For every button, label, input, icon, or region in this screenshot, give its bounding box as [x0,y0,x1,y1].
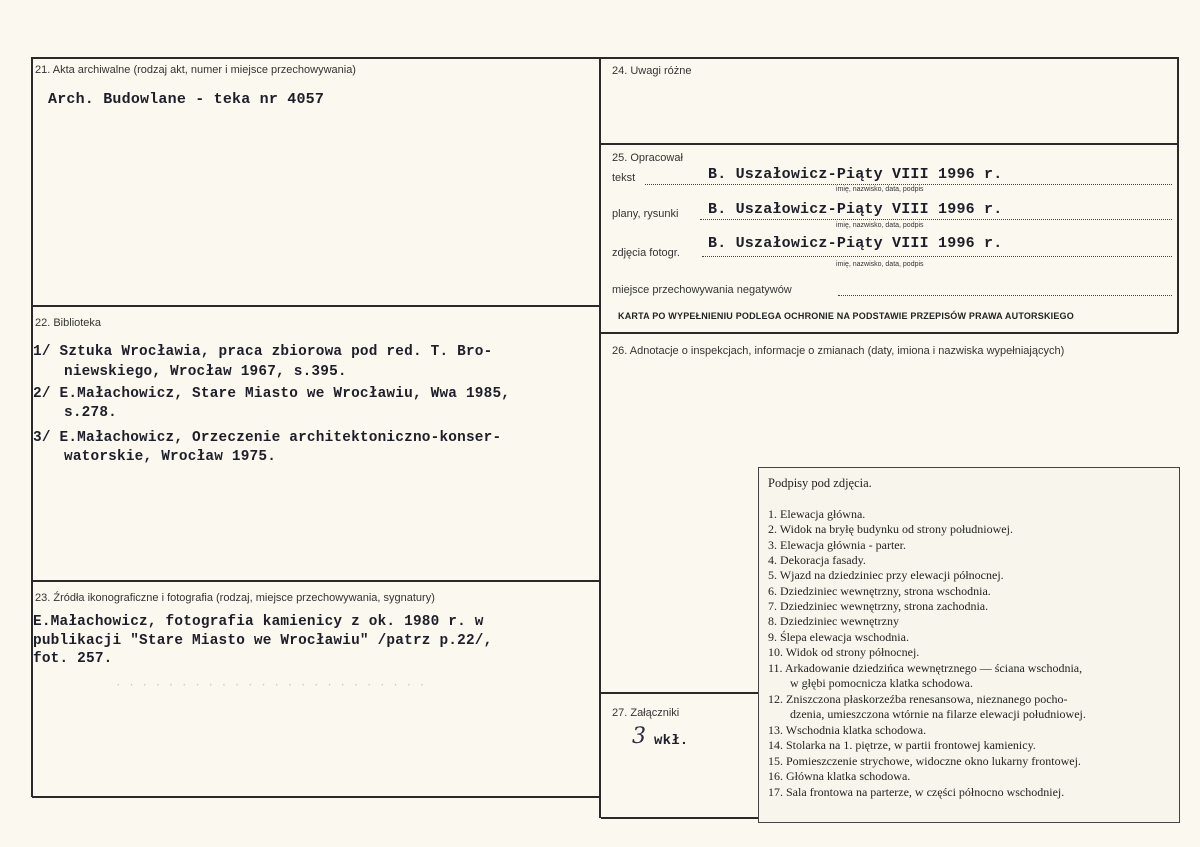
divider-24-25 [601,143,1178,145]
section-25-plans-value: B. Uszałowicz-Piąty VIII 1996 r. [708,201,1003,218]
photo-captions-box [758,467,1180,823]
caption-item: 17. Sala frontowa na parterze, w części północno wschodniej. [768,785,1065,799]
section-26-label: 26. Adnotacje o inspekcjach, informacje o zmianach (daty, imiona i nazwiska wypełniających) [612,345,1065,357]
section-25-photos-hint: imię, nazwisko, data, podpis [836,261,924,268]
section-22-line-1: 1/ Sztuka Wrocławia, praca zbiorowa pod red. T. Bro- [33,344,493,360]
caption-item: 2. Widok na bryłę budynku od strony południowej. [768,522,1013,536]
section-25-label: 25. Opracował [612,152,683,164]
caption-item: w głębi pomocnicza klatka schodowa. [790,676,973,690]
caption-item: dzenia, umieszczona wtórnie na filarze elewacji południowej. [790,707,1086,721]
section-23-line-2: publikacji "Stare Miasto we Wrocławiu" /patrz p.22/, [33,633,493,649]
caption-item: 9. Ślepa elewacja wschodnia. [768,630,909,644]
bottom-border-left [32,796,600,798]
photo-captions-title: Podpisy pod zdjęcia. [768,476,872,490]
bleed-through-text: · · · · · · · · · · · · · · · · · · · · · · · · [115,680,426,692]
section-25-text-line [645,184,1172,185]
caption-item: 5. Wjazd na dziedziniec przy elewacji północnej. [768,568,1004,582]
left-border [31,57,33,797]
section-22-line-3: 2/ E.Małachowicz, Stare Miasto we Wrocławiu, Wwa 1985, [33,386,511,402]
section-25-plans-label: plany, rysunki [612,208,679,220]
caption-item: 12. Zniszczona płaskorzeźba renesansowa, nieznanego pocho- [768,692,1068,706]
section-22-line-6: watorskie, Wrocław 1975. [64,449,277,465]
section-27-handwritten-number: 3 [632,724,646,749]
section-23-label: 23. Źródła ikonograficzne i fotografia (rodzaj, miejsce przechowywania, sygnatury) [35,592,435,604]
section-22-label: 22. Biblioteka [35,317,102,329]
section-25-photos-label: zdjęcia fotogr. [612,247,680,259]
caption-item: 3. Elewacja głównia - parter. [768,538,906,552]
divider-21-22 [32,305,600,307]
caption-item: 16. Główna klatka schodowa. [768,769,911,783]
caption-item: 10. Widok od strony północnej. [768,645,920,659]
section-25-text-label: tekst [612,172,636,184]
center-divider [599,57,601,818]
top-border [32,57,1178,59]
caption-item: 15. Pomieszczenie strychowe, widoczne okno lukarny frontowej. [768,754,1081,768]
section-22-line-4: s.278. [64,405,118,421]
caption-item: 4. Dekoracja fasady. [768,553,866,567]
divider-26-27 [601,692,759,694]
section-23-line-3: fot. 257. [33,651,113,667]
section-25-text-value: B. Uszałowicz-Piąty VIII 1996 r. [708,166,1003,183]
section-25-photos-line [702,256,1172,257]
section-25-plans-line [700,219,1172,220]
section-23-line-1: E.Małachowicz, fotografia kamienicy z ok. 1980 r. w [33,614,484,630]
section-25-photos-value: B. Uszałowicz-Piąty VIII 1996 r. [708,235,1003,252]
section-24-label: 24. Uwagi różne [612,65,692,77]
section-25-negatives-line [838,295,1172,296]
section-27-value: wkł. [654,733,689,749]
divider-22-23 [32,580,600,582]
caption-item: 1. Elewacja główna. [768,507,866,521]
caption-item: 8. Dziedziniec wewnętrzny [768,614,899,628]
copyright-notice: KARTA PO WYPEŁNIENIU PODLEGA OCHRONIE NA PODSTAWIE PRZEPISÓW PRAWA AUTORSKIEGO [618,311,1074,321]
section-21-value: Arch. Budowlane - teka nr 4057 [48,91,325,108]
section-21-label: 21. Akta archiwalne (rodzaj akt, numer i miejsce przechowywania) [35,64,356,76]
section-25-plans-hint: imię, nazwisko, data, podpis [836,222,924,229]
bottom-border-27 [601,817,759,819]
section-22-line-2: niewskiego, Wrocław 1967, s.395. [64,364,347,380]
caption-item: 11. Arkadowanie dziedzińca wewnętrznego — ściana wschodnia, [768,661,1083,675]
right-border-top [1177,57,1179,333]
caption-item: 13. Wschodnia klatka schodowa. [768,723,927,737]
caption-item: 14. Stolarka na 1. piętrze, w partii frontowej kamienicy. [768,738,1036,752]
caption-item: 7. Dziedziniec wewnętrzny, strona zachodnia. [768,599,989,613]
section-27-label: 27. Załączniki [612,707,680,719]
divider-25-26 [601,332,1178,334]
section-22-line-5: 3/ E.Małachowicz, Orzeczenie architektoniczno-konser- [33,430,502,446]
section-25-negatives-label: miejsce przechowywania negatywów [612,284,792,296]
caption-item: 6. Dziedziniec wewnętrzny, strona wschodnia. [768,584,991,598]
section-25-text-hint: imię, nazwisko, data, podpis [836,186,924,193]
